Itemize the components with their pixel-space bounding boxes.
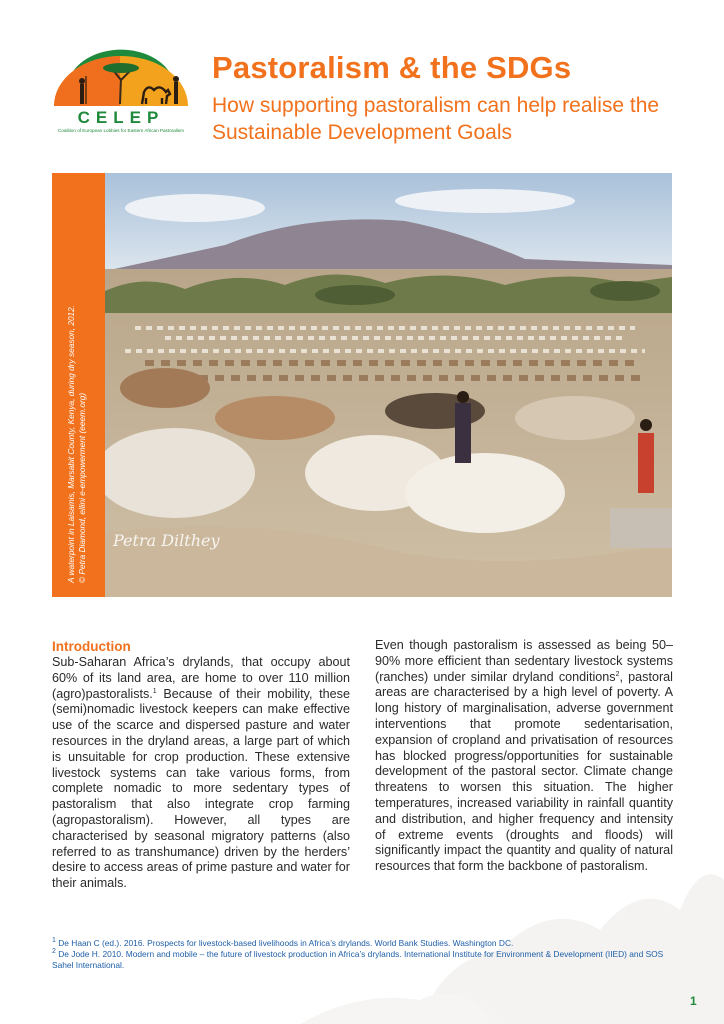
footnote-2 xyxy=(52,949,672,971)
page-title: Pastoralism & the SDGs xyxy=(212,50,572,85)
cover-photo xyxy=(105,173,672,597)
page-subtitle: How supporting pastoralism can help realise the Sustainable Development Goals xyxy=(212,94,660,144)
photo-caption-line-2: © Petra Diamond, ellini e-empowerment (eeem.org) xyxy=(76,392,87,583)
footnote-text-2: De Jode H. 2010. Modern and mobile – the future of livestock production in Africa’s drylands. International Institute for Environment & Development (IIED) and SOS Sahel International. xyxy=(52,949,664,970)
page-number: 1 xyxy=(690,994,697,1008)
efficiency-text-part-2: , pastoral areas are characterised by a high level of poverty. A long history of marginalisation, adverse government interventions that promote sedentarisation, expansion of cropland and privatisation of resources has blocked progress/opportunities for sustainable development of the pastoral sector. Climate change threatens to worsen this situation. The higher temperatures, increased variability in rainfall quantity and distribution, and higher frequency and intensity of extreme events (droughts and floods) will significantly impact the quantity and quality of natural resources that form the backbone of pastoralism. xyxy=(375,669,673,874)
logo-tagline: Coalition of European Lobbies for Eastern African Pastoralism xyxy=(58,128,184,133)
herd-watermark-icon xyxy=(300,840,724,1024)
intro-text-part-2: Because of their mobility, these (semi)nomadic livestock keepers can make effective use of the scarce and dispersed pasture and water resources in the dryland areas, a large part of which is unsuitable for crop production. These extensive livestock systems can take various forms, from complete nomadic to more sedentary types of pastoralism that also integrate crop farming (agropastoralism). However, all types are characterised by seasonal migratory patterns (also referred to as transhumance) driven by the herders’ desire to access areas of prime pasture and water for their animals. xyxy=(52,686,350,891)
celep-logo xyxy=(50,40,192,140)
footnotes xyxy=(52,938,672,971)
footnote-text-1: De Haan C (ed.). 2016. Prospects for livestock-based livelihoods in Africa’s drylands. World Bank Studies. Washington DC. xyxy=(55,938,514,948)
logo-wordmark: CELEP xyxy=(77,108,165,127)
footnote-number-2: 2 xyxy=(52,948,56,956)
footnote-ref-1: 1 xyxy=(152,687,157,695)
footnote-1 xyxy=(52,938,672,949)
footnote-ref-2: 2 xyxy=(615,670,620,678)
intro-text-part-1: Sub-Saharan Africa’s drylands, that occupy about 60% of its land area, are home to over 110 million (agro)pastoralists. xyxy=(52,655,350,701)
photo-caption xyxy=(66,183,87,583)
footnote-number-1: 1 xyxy=(52,937,56,945)
logo-emblem-icon xyxy=(50,40,192,110)
photographer-signature: Petra Dilthey xyxy=(113,531,220,550)
photo-caption-line-1: A waterpoint in Laisamis, Marsabit County, Kenya, during dry season, 2012. xyxy=(66,304,76,583)
efficiency-text-part-1: Even though pastoralism is assessed as being 50–90% more efficient than sedentary livestock systems (ranches) under similar dryland conditions xyxy=(375,638,673,684)
introduction-heading: Introduction xyxy=(52,639,131,654)
